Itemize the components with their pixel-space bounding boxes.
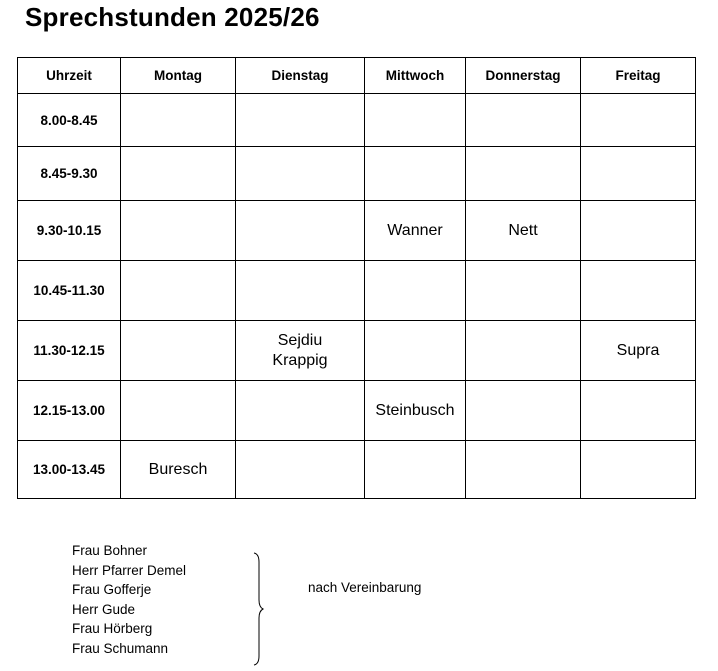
- by-appointment-list: [72, 541, 186, 659]
- column-header: Montag: [121, 58, 236, 94]
- table-row: [18, 321, 696, 381]
- column-header: Uhrzeit: [18, 58, 121, 94]
- schedule-cell: [365, 94, 466, 147]
- schedule-cell: [365, 321, 466, 381]
- column-header: Mittwoch: [365, 58, 466, 94]
- schedule-cell: [365, 261, 466, 321]
- schedule-cell: [236, 261, 365, 321]
- time-slot: 10.45-11.30: [18, 261, 121, 321]
- teacher-name: Frau Schumann: [72, 640, 169, 656]
- table-header-row: [18, 58, 696, 94]
- schedule-cell: [581, 381, 696, 441]
- time-slot: 12.15-13.00: [18, 381, 121, 441]
- schedule-cell: [236, 147, 365, 201]
- page-title: Sprechstunden 2025/26: [25, 2, 320, 32]
- schedule-cell: [236, 94, 365, 147]
- schedule-cell: Sejdiu Krappig: [236, 321, 365, 381]
- teacher-name: Frau Hörberg: [72, 621, 153, 637]
- schedule-cell: [466, 321, 581, 381]
- schedule-cell: Buresch: [121, 441, 236, 499]
- time-slot: 11.30-12.15: [18, 321, 121, 381]
- table-row: [18, 94, 696, 147]
- schedule-cell: [236, 201, 365, 261]
- time-slot: 13.00-13.45: [18, 441, 121, 499]
- schedule-cell: [466, 381, 581, 441]
- column-header: Donnerstag: [466, 58, 581, 94]
- column-header: Freitag: [581, 58, 696, 94]
- table-row: [18, 261, 696, 321]
- teacher-name: Herr Pfarrer Demel: [72, 562, 187, 578]
- schedule-table: [17, 57, 696, 499]
- schedule-cell: [365, 441, 466, 499]
- schedule-cell: Supra: [581, 321, 696, 381]
- time-slot: 8.00-8.45: [18, 94, 121, 147]
- schedule-cell: Nett: [466, 201, 581, 261]
- schedule-cell: [466, 441, 581, 499]
- schedule-cell: [121, 94, 236, 147]
- time-slot: 9.30-10.15: [18, 201, 121, 261]
- time-slot: 8.45-9.30: [18, 147, 121, 201]
- schedule-cell: [121, 147, 236, 201]
- schedule-cell: Wanner: [365, 201, 466, 261]
- table-row: [18, 147, 696, 201]
- teacher-name: Frau Gofferje: [72, 582, 152, 598]
- schedule-cell: [121, 321, 236, 381]
- teacher-name: Frau Bohner: [72, 543, 148, 558]
- schedule-cell: [121, 201, 236, 261]
- schedule-cell: [365, 147, 466, 201]
- schedule-cell: [581, 94, 696, 147]
- teacher-name: Herr Gude: [72, 601, 136, 617]
- schedule-cell: [121, 261, 236, 321]
- schedule-cell: [466, 147, 581, 201]
- column-header: Dienstag: [236, 58, 365, 94]
- brace-icon: [252, 552, 266, 666]
- schedule-cell: [581, 261, 696, 321]
- schedule-cell: [121, 381, 236, 441]
- schedule-cell: [466, 261, 581, 321]
- schedule-cell: [581, 147, 696, 201]
- schedule-cell: [581, 201, 696, 261]
- schedule-cell: [581, 441, 696, 499]
- schedule-cell: Steinbusch: [365, 381, 466, 441]
- schedule-cell: [236, 381, 365, 441]
- table-row: [18, 381, 696, 441]
- table-row: [18, 441, 696, 499]
- table-row: [18, 201, 696, 261]
- by-appointment-note: nach Vereinbarung: [308, 580, 422, 595]
- schedule-cell: [236, 441, 365, 499]
- schedule-cell: [466, 94, 581, 147]
